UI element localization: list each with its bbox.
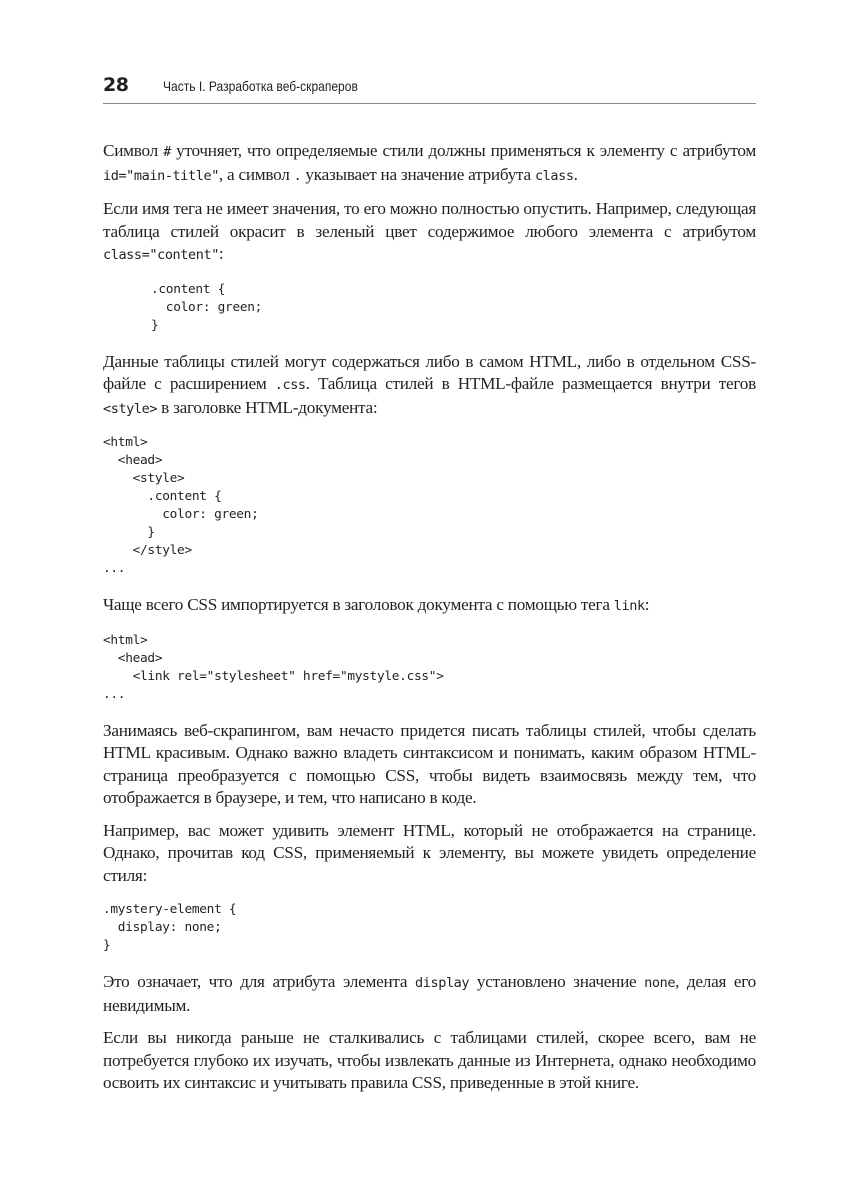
text: Это означает, что для атрибута элемента <box>103 972 416 991</box>
text: : <box>218 244 224 263</box>
paragraph-3 <box>103 351 756 421</box>
paragraph-5: Занимаясь веб-скрапингом, вам нечасто придется писать таблицы стилей, чтобы сделать HTML красивым. Однако важно владеть синтаксисом и понимать, каким образом HTML-страница преобразуется с помощью CSS, чтобы видеть взаимосвязь между тем, что отображается в браузере, и тем, что написано в коде. <box>103 720 756 807</box>
text: : <box>644 595 650 614</box>
code-block-3: <html> <head> <link rel="stylesheet" href="mystyle.css"> ... <box>103 632 444 702</box>
paragraph-4 <box>103 594 756 618</box>
inline-code: id="main-title" <box>103 167 219 184</box>
running-title: Часть I. Разработка веб-скраперов <box>163 78 358 94</box>
code-block-4: .mystery-element { display: none; } <box>103 902 237 953</box>
text: в заголовке HTML-документа: <box>157 397 378 417</box>
text: Символ <box>103 141 164 160</box>
inline-code: link <box>613 598 645 614</box>
page-header <box>103 74 756 104</box>
code-block-1: .content { color: green; } <box>151 281 263 333</box>
inline-code: <style> <box>103 400 158 417</box>
inline-code: none <box>644 975 676 991</box>
text: уточняет, что определяемые стили должны применяться к элементу с атрибутом <box>170 141 756 160</box>
book-page <box>103 74 756 1105</box>
code-block-2: <html> <head> <style> .content { color: green; } </style> ... <box>103 435 259 576</box>
inline-code: . <box>293 167 302 184</box>
paragraph-6: Например, вас может удивить элемент HTML, который не отображается на странице. Однако, прочитав код CSS, применяемый к элементу, вы можете увидеть определение стиля: <box>103 820 756 885</box>
text: . Таблица стилей в HTML-файле размещается внутри тегов <box>305 374 756 393</box>
text: Данные таблицы стилей могут содержаться либо в самом HTML, либо в отдельном CSS-файле с расширением <box>103 351 756 393</box>
page-number: 28 <box>103 74 129 96</box>
inline-code: display <box>415 975 470 991</box>
text: , делая его невидимым. <box>103 972 756 1015</box>
text: указывает на значение атрибута <box>301 164 535 184</box>
inline-code: class <box>534 167 574 184</box>
text: . <box>573 164 578 184</box>
paragraph-2 <box>103 198 756 267</box>
text: Если имя тега не имеет значения, то его можно полностью опустить. Например, следующая таблица стилей окрасит в зеленый цвет содержимое любого элемента с атрибутом <box>103 199 756 241</box>
page-body <box>103 140 756 1095</box>
text: , а символ <box>218 164 294 184</box>
paragraph-7 <box>103 971 756 1017</box>
text: установлено значение <box>469 972 645 991</box>
paragraph-1 <box>103 140 756 187</box>
inline-code: .css <box>274 377 306 393</box>
inline-code: class="content" <box>103 247 219 263</box>
text: Чаще всего CSS импортируется в заголовок документа с помощью тега <box>103 595 614 614</box>
paragraph-8: Если вы никогда раньше не сталкивались с таблицами стилей, скорее всего, вам не потребуется глубоко их изучать, чтобы извлекать данные из Интернета, однако необходимо освоить их синтаксис и учитывать правила CSS, приведенные в этой книге. <box>103 1028 756 1092</box>
inline-code: # <box>163 144 171 160</box>
